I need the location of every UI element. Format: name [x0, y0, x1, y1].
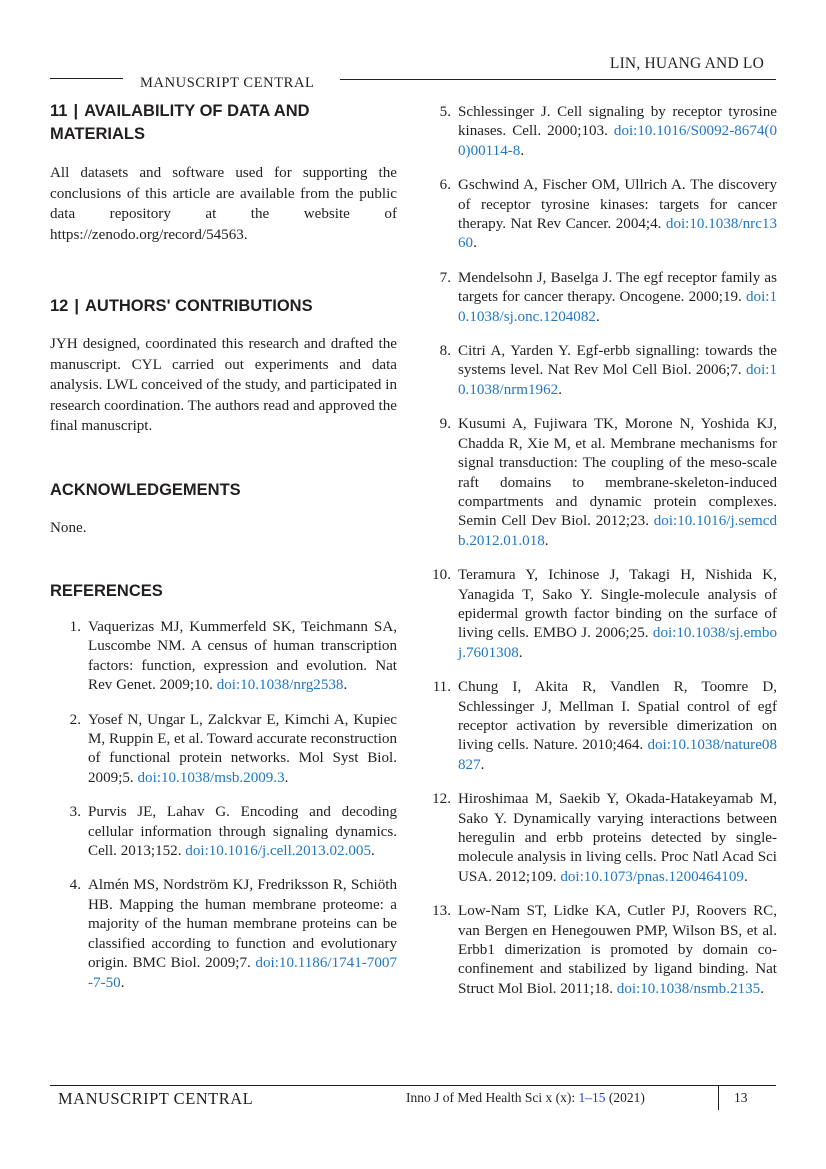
contributions-paragraph: JYH designed, coordinated this research and drafted the manuscript. CYL carried out experiments and data analysis. LWL conceived of the study, and participated in research coordination. The authors read and approved the final manuscript. [50, 336, 397, 434]
reference-item [58, 803, 397, 861]
header-rule-left [50, 78, 123, 79]
reference-item [58, 711, 397, 789]
doi-link[interactable]: doi:10.1038/sj.emboj.7601308 [458, 625, 777, 661]
reference-item [428, 902, 777, 999]
doi-link[interactable]: doi:10.1038/msb.2009.3 [137, 769, 285, 786]
doi-link[interactable]: doi:10.1038/nrg2538 [216, 677, 344, 694]
reference-number: 6. [439, 177, 451, 194]
reference-number: 11. [432, 679, 451, 696]
reference-item [58, 618, 397, 696]
reference-text: Schlessinger J. Cell signaling by receptor tyrosine kinases. Cell. 2000;103. [458, 104, 777, 140]
reference-item [428, 342, 777, 400]
reference-number: 8. [439, 343, 451, 360]
reference-text: Mendelsohn J, Baselga J. The egf receptor family as targets for cancer therapy. Oncogene. 2000;19. [458, 269, 777, 306]
reference-end: . [343, 677, 348, 694]
running-header-journal: MANUSCRIPT CENTRAL [140, 75, 315, 91]
reference-end: . [473, 235, 477, 252]
acknowledgements-paragraph: None. [50, 519, 87, 536]
reference-end: . [371, 843, 375, 860]
reference-end: . [595, 308, 600, 325]
reference-number: 10. [432, 567, 451, 584]
reference-end: . [544, 532, 549, 549]
section-heading-availability [50, 100, 397, 146]
reference-end: . [518, 644, 523, 661]
doi-link[interactable]: doi:10.1073/pnas.1200464109 [560, 868, 744, 885]
reference-end: . [120, 974, 125, 991]
reference-number: 3. [69, 804, 81, 821]
reference-number: 1. [69, 619, 81, 635]
reference-text: Teramura Y, Ichinose J, Takagi H, Nishida K, Yanagida T, Sako Y. Single-molecule analysis of epidermal growth factor binding on the surface of living cells. EMBO J. 2006;25. [458, 567, 777, 642]
doi-link[interactable]: doi:10.1016/j.semcdb.2012.01.018 [458, 513, 777, 549]
footer-divider [718, 1085, 719, 1110]
reference-number: 5. [439, 104, 451, 120]
doi-link[interactable]: doi:10.1038/nature08827 [458, 737, 777, 773]
footer-year: (2021) [605, 1090, 645, 1105]
left-column [50, 100, 397, 1008]
footer-citation-prefix: Inno J of Med Health Sci x (x): [406, 1090, 579, 1105]
reference-text: Chung I, Akita R, Vandlen R, Toomre D, Schlessinger J, Mellman I. Spatial control of egf receptor activation by reversible dimerization on living cells. Nature. 2010;464. [458, 679, 777, 754]
reference-end: . [480, 756, 485, 773]
reference-item [428, 566, 777, 663]
reference-text: Vaquerizas MJ, Kummerfeld SK, Teichmann SA, Luscombe NM. A census of human transcription factors: function, expression and evolution. Nat Rev Genet. 2009;10. [88, 619, 397, 694]
doi-link[interactable]: doi:10.1186/1741-7007-7-50 [88, 955, 397, 991]
reference-text: Kusumi A, Fujiwara TK, Morone N, Yoshida KJ, Chadda R, Xie M, et al. Membrane mechanisms for signal transduction: The coupling of the meso-scale raft domains to membrane-skeleton-induced compartments and dynamic protein complexes. Semin Cell Dev Biol. 2012;23. [458, 416, 777, 530]
header-rule-right [340, 79, 776, 80]
doi-link[interactable]: doi:10.1038/sj.onc.1204082 [458, 289, 777, 325]
footer-rule [50, 1085, 776, 1086]
right-column [428, 103, 777, 1014]
reference-end: . [284, 769, 289, 786]
section-separator: | [73, 102, 79, 120]
reference-number: 2. [69, 711, 81, 728]
reference-text: Low-Nam ST, Lidke KA, Cutler PJ, Roovers RC, van Bergen en Henegouwen PMP, Wilson BS, et al. Erbb1 dimerization is promoted by domain co-confinement and stabilized by ligand binding. Nat Struct Mol Biol. 2011;18. [458, 903, 777, 997]
reference-end: . [520, 142, 525, 159]
section-separator: | [74, 297, 79, 315]
footer-citation [406, 1090, 645, 1106]
page-number: 13 [734, 1090, 748, 1105]
reference-item [428, 678, 777, 775]
reference-text: Purvis JE, Lahav G. Encoding and decoding cellular information through signaling dynamics. Cell. 2013;152. [88, 804, 397, 860]
reference-text: Citri A, Yarden Y. Egf-erbb signalling: towards the systems level. Nat Rev Mol Cell Biol. 2006;7. [458, 343, 777, 379]
section-heading-acknowledgements: ACKNOWLEDGEMENTS [50, 480, 241, 499]
reference-item [428, 103, 777, 161]
reference-text: Almén MS, Nordström KJ, Fredriksson R, Schiöth HB. Mapping the human membrane proteome: a majority of the human membrane proteins can be classified according to function and evolutionary origin. BMC Biol. 2009;7. [88, 877, 397, 972]
reference-number: 7. [439, 269, 451, 286]
reference-end: . [743, 868, 748, 885]
running-header-authors: LIN, HUANG AND LO [609, 55, 764, 72]
section-heading-contributions [50, 295, 397, 318]
section-heading-references: REFERENCES [50, 582, 163, 600]
reference-item [428, 415, 777, 551]
section-title: AUTHORS' CONTRIBUTIONS [84, 297, 313, 315]
reference-list-right [428, 103, 777, 999]
doi-link[interactable]: doi:10.1038/nrc1360 [458, 216, 777, 252]
section-number: 11 [50, 102, 68, 120]
doi-link[interactable]: doi:10.1038/nsmb.2135 [616, 980, 761, 997]
reference-item [428, 269, 777, 327]
reference-number: 12. [432, 791, 451, 808]
doi-link[interactable]: doi:10.1016/j.cell.2013.02.005 [185, 843, 372, 860]
reference-number: 9. [439, 416, 451, 433]
section-number: 12 [50, 297, 69, 315]
reference-item [58, 876, 397, 992]
reference-end: . [760, 980, 764, 997]
reference-text: Gschwind A, Fischer OM, Ullrich A. The discovery of receptor tyrosine kinases: targets for cancer therapy. Nat Rev Cancer. 2004;4. [458, 177, 777, 233]
footer-page-range: 1–15 [578, 1090, 606, 1105]
reference-text: Yosef N, Ungar L, Zalckvar E, Kimchi A, Kupiec M, Ruppin E, et al. Toward accurate reconstruction of functional protein networks. Mol Syst Biol. 2009;5. [88, 711, 397, 786]
reference-item [428, 790, 777, 887]
doi-link[interactable]: doi:10.1016/S0092-8674(00)00114-8 [458, 123, 777, 159]
doi-link[interactable]: doi:10.1038/nrm1962 [458, 362, 777, 398]
reference-text: Hiroshimaa M, Saekib Y, Okada-Hatakeyamab M, Sako Y. Dynamically varying interactions between heregulin and erbb proteins detected by single-molecule analysis in living cells. Proc Natl Acad Sci USA. 2012;109. [458, 791, 777, 885]
availability-paragraph: All datasets and software used for supporting the conclusions of this article are available from the public data repository at the website of https://zenodo.org/record/54563. [50, 165, 397, 243]
reference-list-left [50, 618, 397, 993]
reference-number: 13. [432, 903, 451, 920]
reference-end: . [558, 381, 562, 398]
reference-number: 4. [69, 877, 81, 894]
reference-item [428, 176, 777, 254]
footer-journal-name: MANUSCRIPT CENTRAL [58, 1089, 254, 1108]
section-title: AVAILABILITY OF DATA AND MATERIALS [50, 102, 310, 143]
